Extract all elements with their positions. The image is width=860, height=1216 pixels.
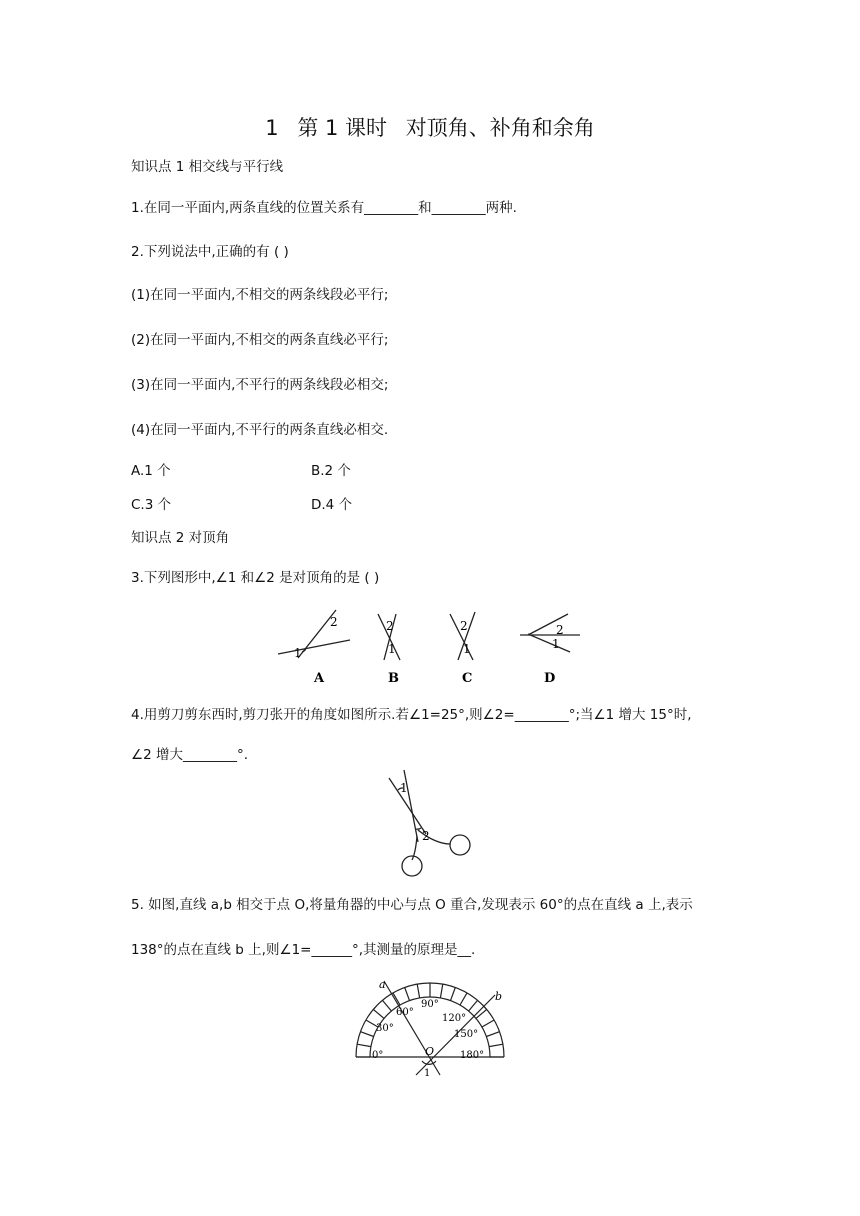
option-c: C.3 个 [131,497,172,513]
protractor-tick [405,988,410,1001]
protractor-tick [482,1020,494,1027]
scissors-angle-2-arc [416,828,421,829]
protractor-tick [451,988,456,1001]
figure-a-angle-2: 2 [330,615,338,629]
option-b: B.2 个 [311,463,351,479]
option-a: A.1 个 [131,463,171,479]
title-lesson: 第 1 课时 [297,116,388,140]
label-60-degree: 60° [396,1007,414,1018]
question-5-line-2: 138°的点在直线 b 上,则∠1=______°,其测量的原理是__. [131,942,476,958]
protractor-tick [489,1044,503,1046]
label-180-degree: 180° [460,1050,485,1061]
option-d: D.4 个 [311,497,353,513]
label-30-degree: 30° [376,1023,394,1034]
protractor-tick [440,984,442,998]
protractor-tick [417,984,419,998]
question-3-stem: 3.下列图形中,∠1 和∠2 是对顶角的是 ( ) [131,570,380,586]
scissors-angle-1: 1 [400,781,408,795]
protractor-tick [361,1032,374,1037]
scissors-figure [380,768,480,880]
protractor-tick [460,993,467,1005]
page-title [0,114,860,142]
scissors-ring-1 [450,835,470,855]
section-heading-2: 知识点 2 对顶角 [131,530,230,546]
question-2-statement-3: (3)在同一平面内,不平行的两条线段必相交; [131,377,389,393]
protractor-tick [373,1009,384,1018]
protractor-tick [469,1000,478,1011]
protractor-tick [382,1000,391,1011]
label-90-degree: 90° [421,999,439,1010]
figure-a-line-1 [278,640,350,654]
question-3-figure [270,602,590,690]
figure-c-angle-1: 1 [463,642,471,656]
figure-label-b: B [388,671,399,686]
title-topic: 对顶角、补角和余角 [405,116,595,140]
question-2-stem: 2.下列说法中,正确的有 ( ) [131,244,289,260]
protractor-tick [476,1009,487,1018]
figure-d-angle-1: 1 [552,637,560,651]
question-2-statement-2: (2)在同一平面内,不相交的两条直线必平行; [131,332,389,348]
figure-b-angle-2: 2 [386,619,394,633]
question-2-statement-1: (1)在同一平面内,不相交的两条线段必平行; [131,287,389,303]
figure-label-c: C [462,671,473,686]
label-a: a [379,978,386,991]
label-angle-1: 1 [424,1068,431,1079]
scissors-angle-2: 2 [422,829,430,843]
protractor-figure [350,975,510,1079]
figure-a-angle-1: 1 [294,646,302,660]
protractor-tick [357,1044,371,1046]
figure-c-angle-2: 2 [460,619,468,633]
question-4-line-1: 4.用剪刀剪东西时,剪刀张开的角度如图所示.若∠1=25°,则∠2=________°;当∠1 增大 15°时, [131,707,692,723]
figure-label-a: A [314,671,325,686]
section-heading-1: 知识点 1 相交线与平行线 [131,159,284,175]
label-150-degree: 150° [454,1029,479,1040]
question-4-line-2: ∠2 增大________°. [131,747,249,763]
figure-label-d: D [544,671,556,686]
figure-d-angle-2: 2 [556,623,564,637]
label-120-degree: 120° [442,1013,467,1024]
protractor-tick [486,1032,499,1037]
question-1: 1.在同一平面内,两条直线的位置关系有________和________两种. [131,200,517,216]
figure-b-angle-1: 1 [388,642,396,656]
question-2-statement-4: (4)在同一平面内,不平行的两条直线必相交. [131,422,389,438]
label-b: b [495,990,503,1003]
title-number: 1 [265,116,279,140]
label-0-degree: 0° [372,1050,384,1061]
figure-d-line-2 [528,634,570,652]
question-5-line-1: 5. 如图,直线 a,b 相交于点 O,将量角器的中心与点 O 重合,发现表示 60°的点在直线 a 上,表示 [131,897,693,913]
label-o: O [425,1045,435,1058]
